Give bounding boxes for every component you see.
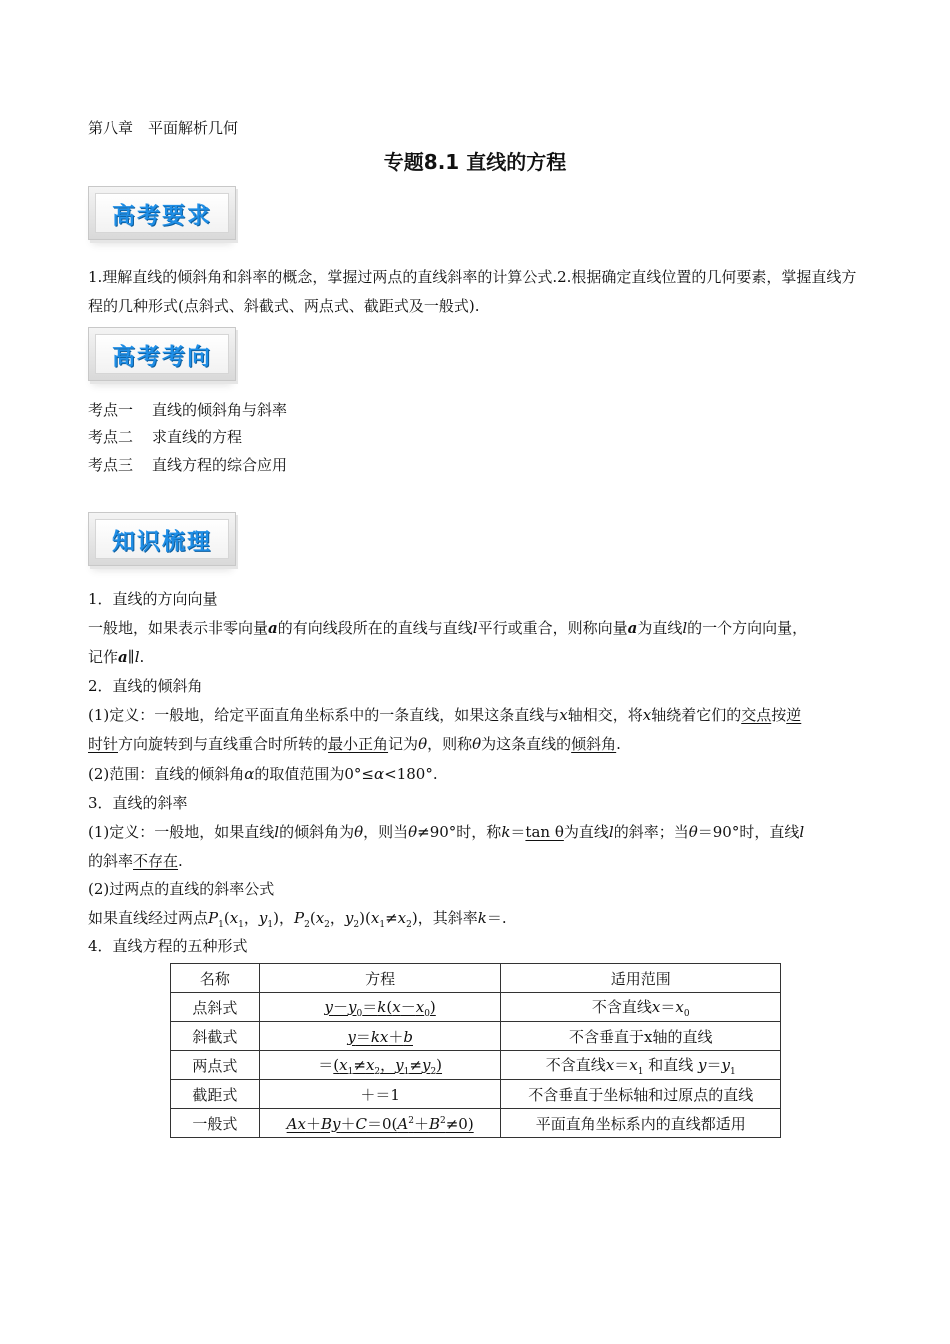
section-heading: 3．直线的斜率	[88, 794, 188, 812]
paragraph: 的斜率不存在.	[88, 852, 183, 870]
table-header-row	[171, 964, 781, 993]
banner-requirements-label: 高考要求	[95, 193, 229, 233]
paragraph: 记作a∥l.	[88, 648, 145, 666]
requirements-text: 1.理解直线的倾斜角和斜率的概念，掌握过两点的直线斜率的计算公式.2.根据确定直线位置的几何要素，掌握直线方程的几种形式(点斜式、斜截式、两点式、截距式及一般式).	[88, 268, 857, 315]
kaodian-label: 考点三	[88, 456, 134, 474]
table-row	[171, 993, 781, 1022]
table-cell: 不含直线$x=x_1$ 和直线 $y=y_1$	[501, 1051, 781, 1080]
paragraph: (2)范围：直线的倾斜角α的取值范围为0°≤α<180°.	[88, 765, 438, 783]
header-cell: 方程	[259, 964, 501, 993]
section-heading: 4．直线方程的五种形式	[88, 937, 248, 955]
table-cell: y＝kx＋b	[259, 1022, 501, 1051]
kaodian-item	[88, 426, 242, 447]
table-cell: $=(x_1\ne x_2$，$y_1\ne y_2$)	[259, 1051, 501, 1080]
table-cell: $y-y_0=k(x-x_0)$	[259, 993, 501, 1022]
slope-formula-line: 如果直线经过两点$P_1(x_1$，$y_1$)，$P_2(x_2$，$y_2)(x_1\ne x_2)$，其斜率k＝.	[88, 909, 507, 930]
kaodian-item	[88, 454, 287, 475]
page-title: 专题8.1 直线的方程	[383, 150, 567, 174]
banner-requirements	[88, 186, 236, 240]
line-equation-forms-table	[170, 963, 781, 1138]
paragraph: 一般地，如果表示非零向量a的有向线段所在的直线与直线l平行或重合，则称向量a为直线l的一个方向向量，	[88, 619, 808, 637]
kaodian-text: 直线的倾斜角与斜率	[152, 401, 288, 419]
kaodian-text: 求直线的方程	[152, 428, 243, 446]
table-cell: 不含直线$x=x_0$	[501, 993, 781, 1022]
chapter-heading: 第八章 平面解析几何	[88, 119, 239, 137]
kaodian-label: 考点一	[88, 401, 134, 419]
table-cell: 两点式	[171, 1051, 260, 1080]
table-cell: $Ax+By+C=0(A^2+B^2\ne 0)$	[259, 1109, 501, 1138]
table-row	[171, 1022, 781, 1051]
table-cell: 不含垂直于x轴的直线	[501, 1022, 781, 1051]
table-row	[171, 1051, 781, 1080]
paragraph: (1)定义：一般地，如果直线l的倾斜角为θ，则当θ≠90°时，称k＝tan θ为直线l的斜率；当θ＝90°时，直线l	[88, 823, 805, 841]
section-heading: 2．直线的倾斜角	[88, 677, 203, 695]
table-cell: 平面直角坐标系内的直线都适用	[501, 1109, 781, 1138]
table-cell: ＋＝1	[259, 1080, 501, 1109]
section-heading: 1．直线的方向向量	[88, 590, 218, 608]
header-cell: 名称	[171, 964, 260, 993]
kaodian-item	[88, 399, 287, 420]
banner-knowledge-label: 知识梳理	[95, 519, 229, 559]
banner-directions-label: 高考考向	[95, 334, 229, 374]
kaodian-label: 考点二	[88, 428, 134, 446]
banner-directions	[88, 327, 236, 381]
table-cell: 点斜式	[171, 993, 260, 1022]
header-cell: 适用范围	[501, 964, 781, 993]
table-cell: 截距式	[171, 1080, 260, 1109]
table-cell: 不含垂直于坐标轴和过原点的直线	[501, 1080, 781, 1109]
table-cell: 斜截式	[171, 1022, 260, 1051]
kaodian-text: 直线方程的综合应用	[152, 456, 288, 474]
paragraph: (1)定义：一般地，给定平面直角坐标系中的一条直线，如果这条直线与x轴相交，将x轴绕着它们的交点按逆	[88, 706, 802, 724]
sub-heading: (2)过两点的直线的斜率公式	[88, 880, 275, 898]
table-cell: 一般式	[171, 1109, 260, 1138]
banner-knowledge	[88, 512, 236, 566]
paragraph: 时针方向旋转到与直线重合时所转的最小正角记为θ，则称θ为这条直线的倾斜角.	[88, 735, 621, 753]
table-row	[171, 1109, 781, 1138]
table-row	[171, 1080, 781, 1109]
